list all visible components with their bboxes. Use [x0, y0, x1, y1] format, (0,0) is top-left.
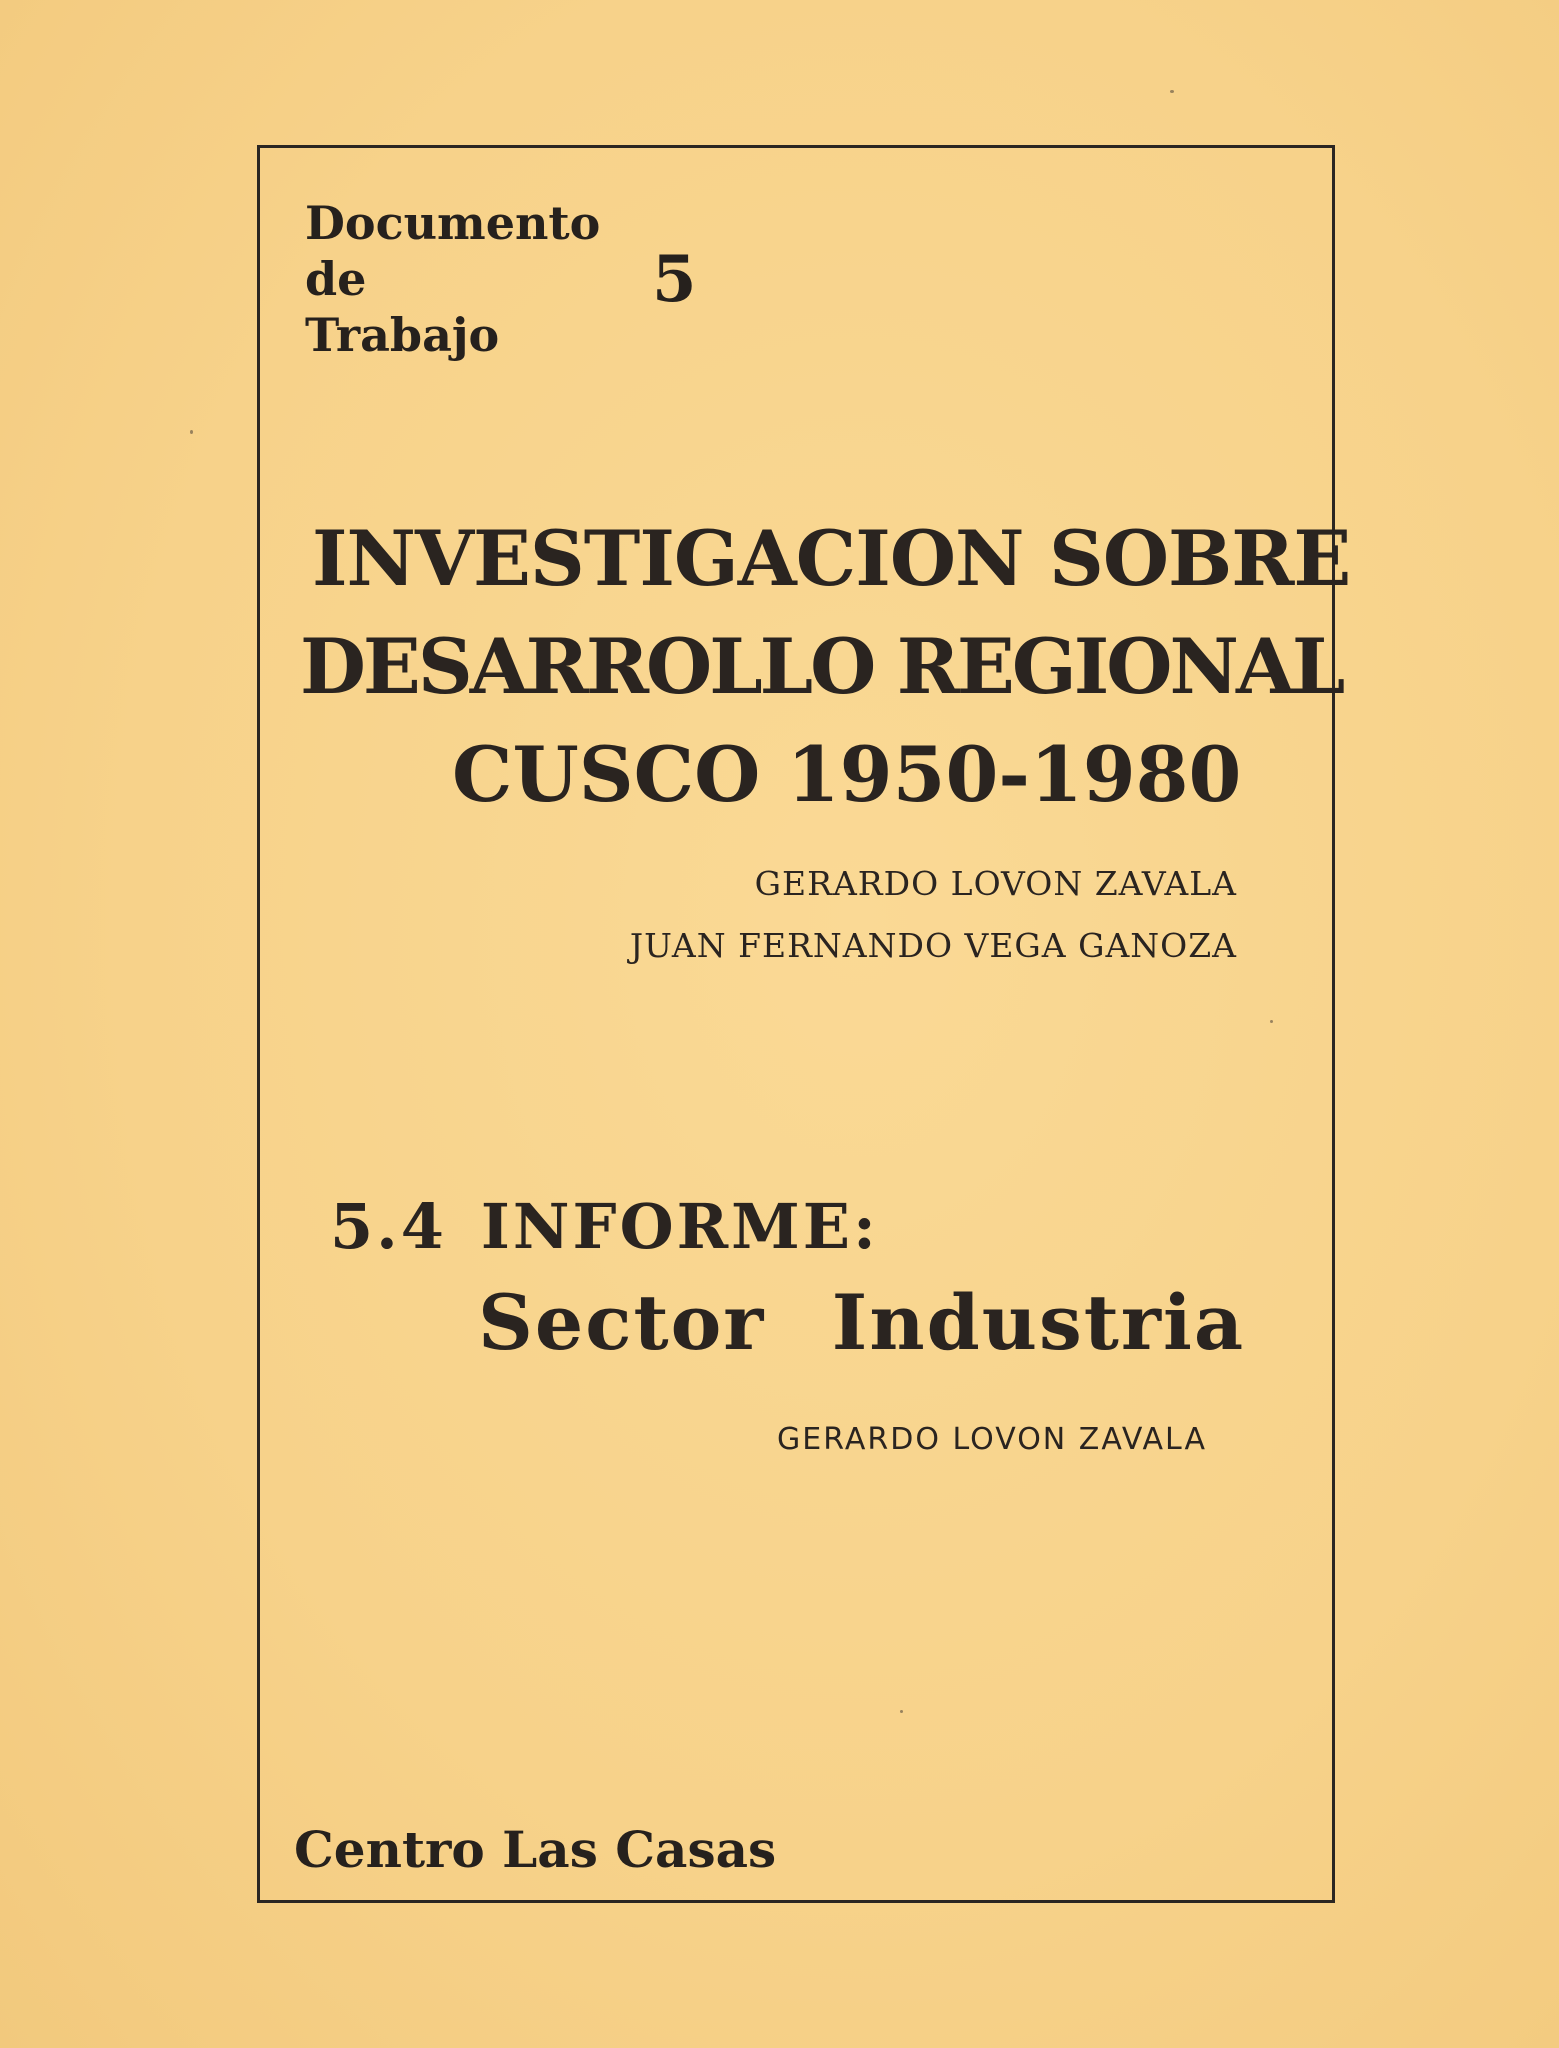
paper-speck	[190, 430, 193, 434]
paper-speck	[900, 1710, 903, 1713]
series-label	[305, 195, 600, 363]
author-2: JUAN FERNANDO VEGA GANOZA	[629, 926, 1237, 965]
series-number: 5	[652, 242, 697, 317]
report-author: GERARDO LOVON ZAVALA	[777, 1422, 1207, 1457]
title-line-1: INVESTIGACION SOBRE	[312, 514, 1351, 603]
cover-frame	[257, 145, 1351, 1903]
paper-speck	[1270, 1020, 1273, 1023]
main-title	[300, 505, 1351, 829]
report-number: 5.4	[330, 1190, 447, 1263]
title-line-2: DESARROLLO REGIONAL	[300, 622, 1343, 711]
series-line-3: Trabajo	[305, 308, 500, 362]
report-heading-text: INFORME:	[480, 1190, 879, 1263]
report-heading	[330, 1190, 879, 1263]
authors	[630, 853, 1237, 977]
report-subtitle: Sector Industria	[478, 1278, 1246, 1367]
series-line-2: de	[305, 252, 367, 306]
author-1: GERARDO LOVON ZAVALA	[754, 864, 1237, 903]
series-line-1: Documento	[305, 196, 601, 250]
paper-speck	[1170, 90, 1174, 93]
title-line-3: CUSCO 1950-1980	[452, 730, 1242, 819]
publisher: Centro Las Casas	[294, 1820, 777, 1879]
